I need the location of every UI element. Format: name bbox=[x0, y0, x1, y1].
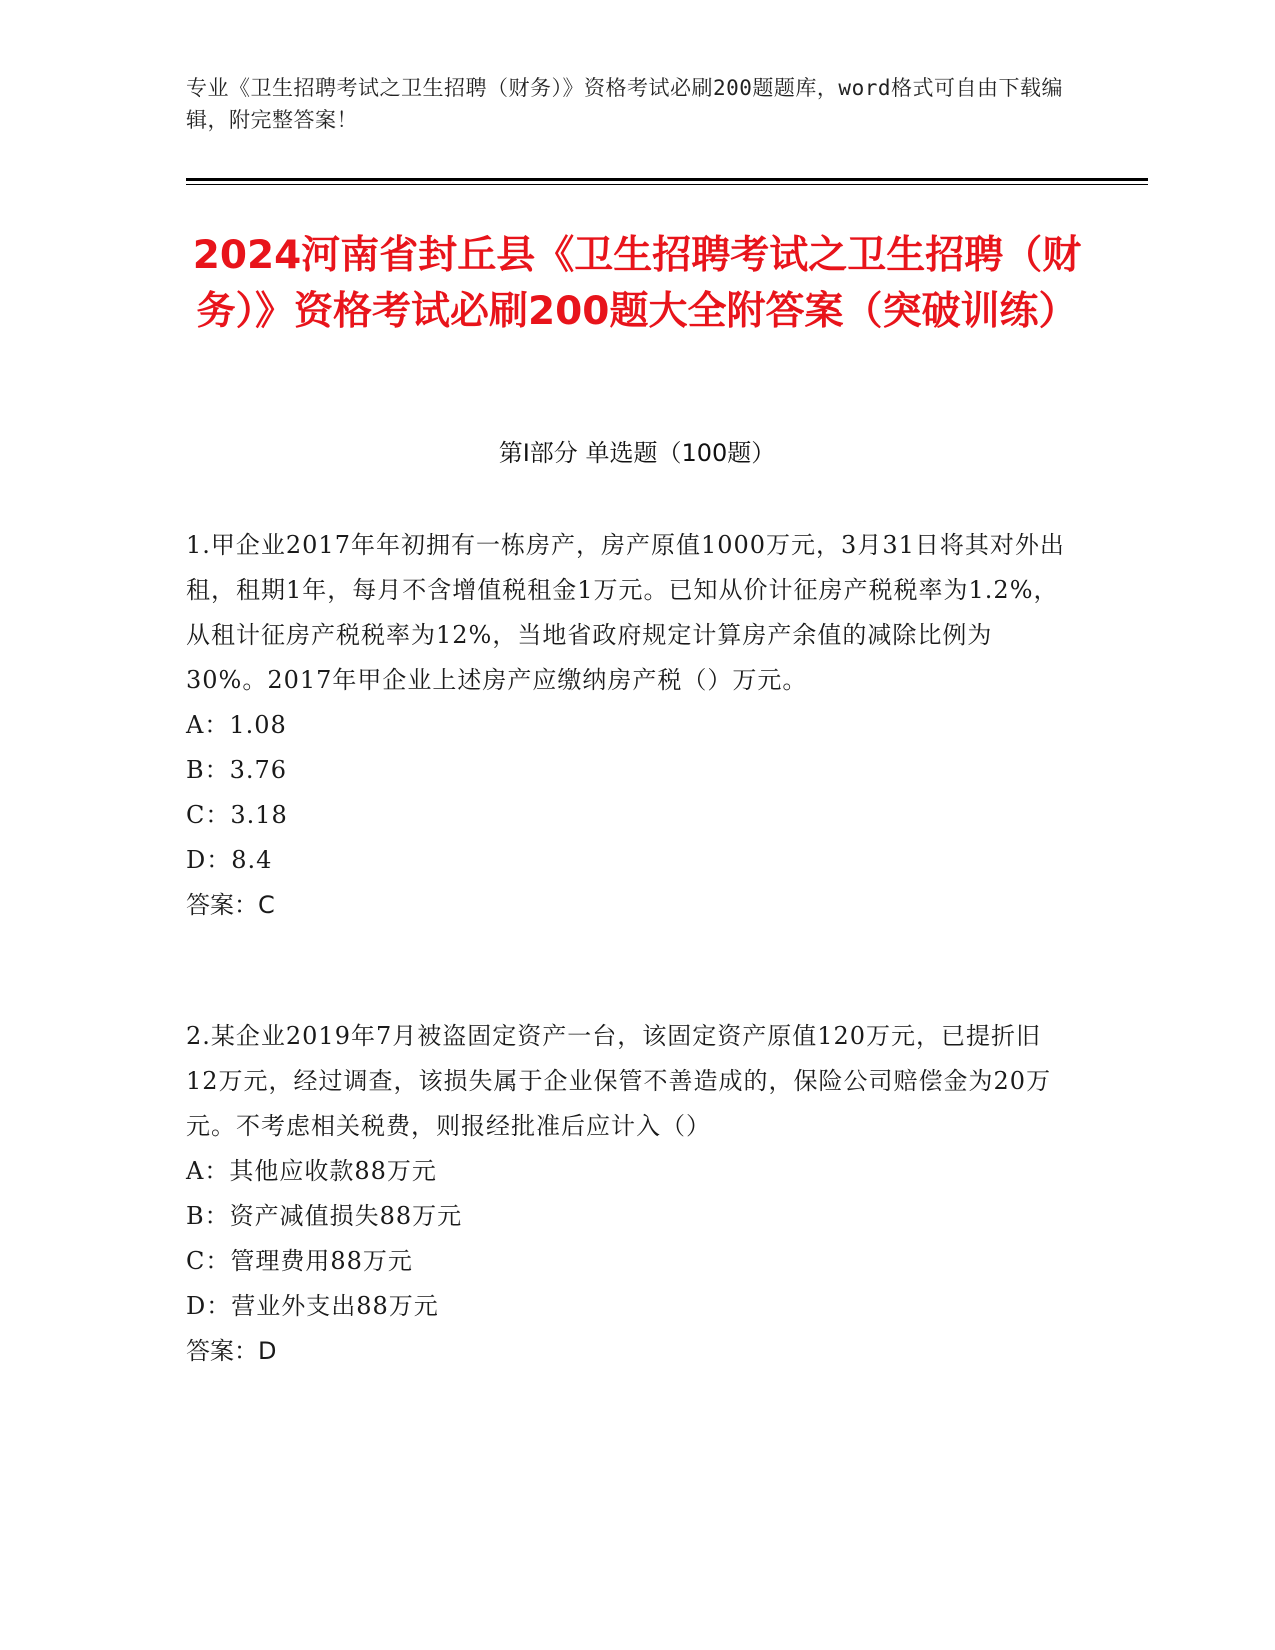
header-note: 专业《卫生招聘考试之卫生招聘（财务）》资格考试必刷200题题库，word格式可自由下载编辑，附完整答案！ bbox=[186, 76, 1063, 132]
option-c: C：管理费用88万元 bbox=[186, 1247, 413, 1275]
question-text: 2.某企业2019年7月被盗固定资产一台，该固定资产原值120万元，已提折旧12万元，经过调查，该损失属于企业保管不善造成的，保险公司赔偿金为20万元。不考虑相关税费，则报经批准后应计入（） bbox=[186, 1022, 1052, 1140]
question-text: 1.甲企业2017年年初拥有一栋房产，房产原值1000万元，3月31日将其对外出租，租期1年，每月不含增值税租金1万元。已知从价计征房产税税率为1.2%，从租计征房产税税率为12%，当地省政府规定计算房产余值的减除比例为30%。2017年甲企业上述房产应缴纳房产税（）万元。 bbox=[186, 531, 1065, 694]
option-a: A：1.08 bbox=[186, 711, 287, 739]
option-d: D：8.4 bbox=[186, 846, 273, 874]
option-a: A：其他应收款88万元 bbox=[186, 1157, 437, 1185]
option-d: D：营业外支出88万元 bbox=[186, 1292, 439, 1320]
answer-label: 答案：C bbox=[186, 891, 275, 919]
section-title: 第I部分 单选题（100题） bbox=[498, 439, 776, 467]
question-block bbox=[186, 1014, 1066, 1374]
option-b: B：资产减值损失88万元 bbox=[186, 1202, 463, 1230]
option-c: C：3.18 bbox=[186, 801, 288, 829]
header-divider-thin bbox=[186, 184, 1148, 185]
option-b: B：3.76 bbox=[186, 756, 288, 784]
header-divider-thick bbox=[186, 178, 1148, 181]
question-block bbox=[186, 523, 1066, 928]
document-title: 2024河南省封丘县《卫生招聘考试之卫生招聘（财务）》资格考试必刷200题大全附答案（突破训练） bbox=[192, 233, 1082, 334]
answer-label: 答案：D bbox=[186, 1337, 277, 1365]
